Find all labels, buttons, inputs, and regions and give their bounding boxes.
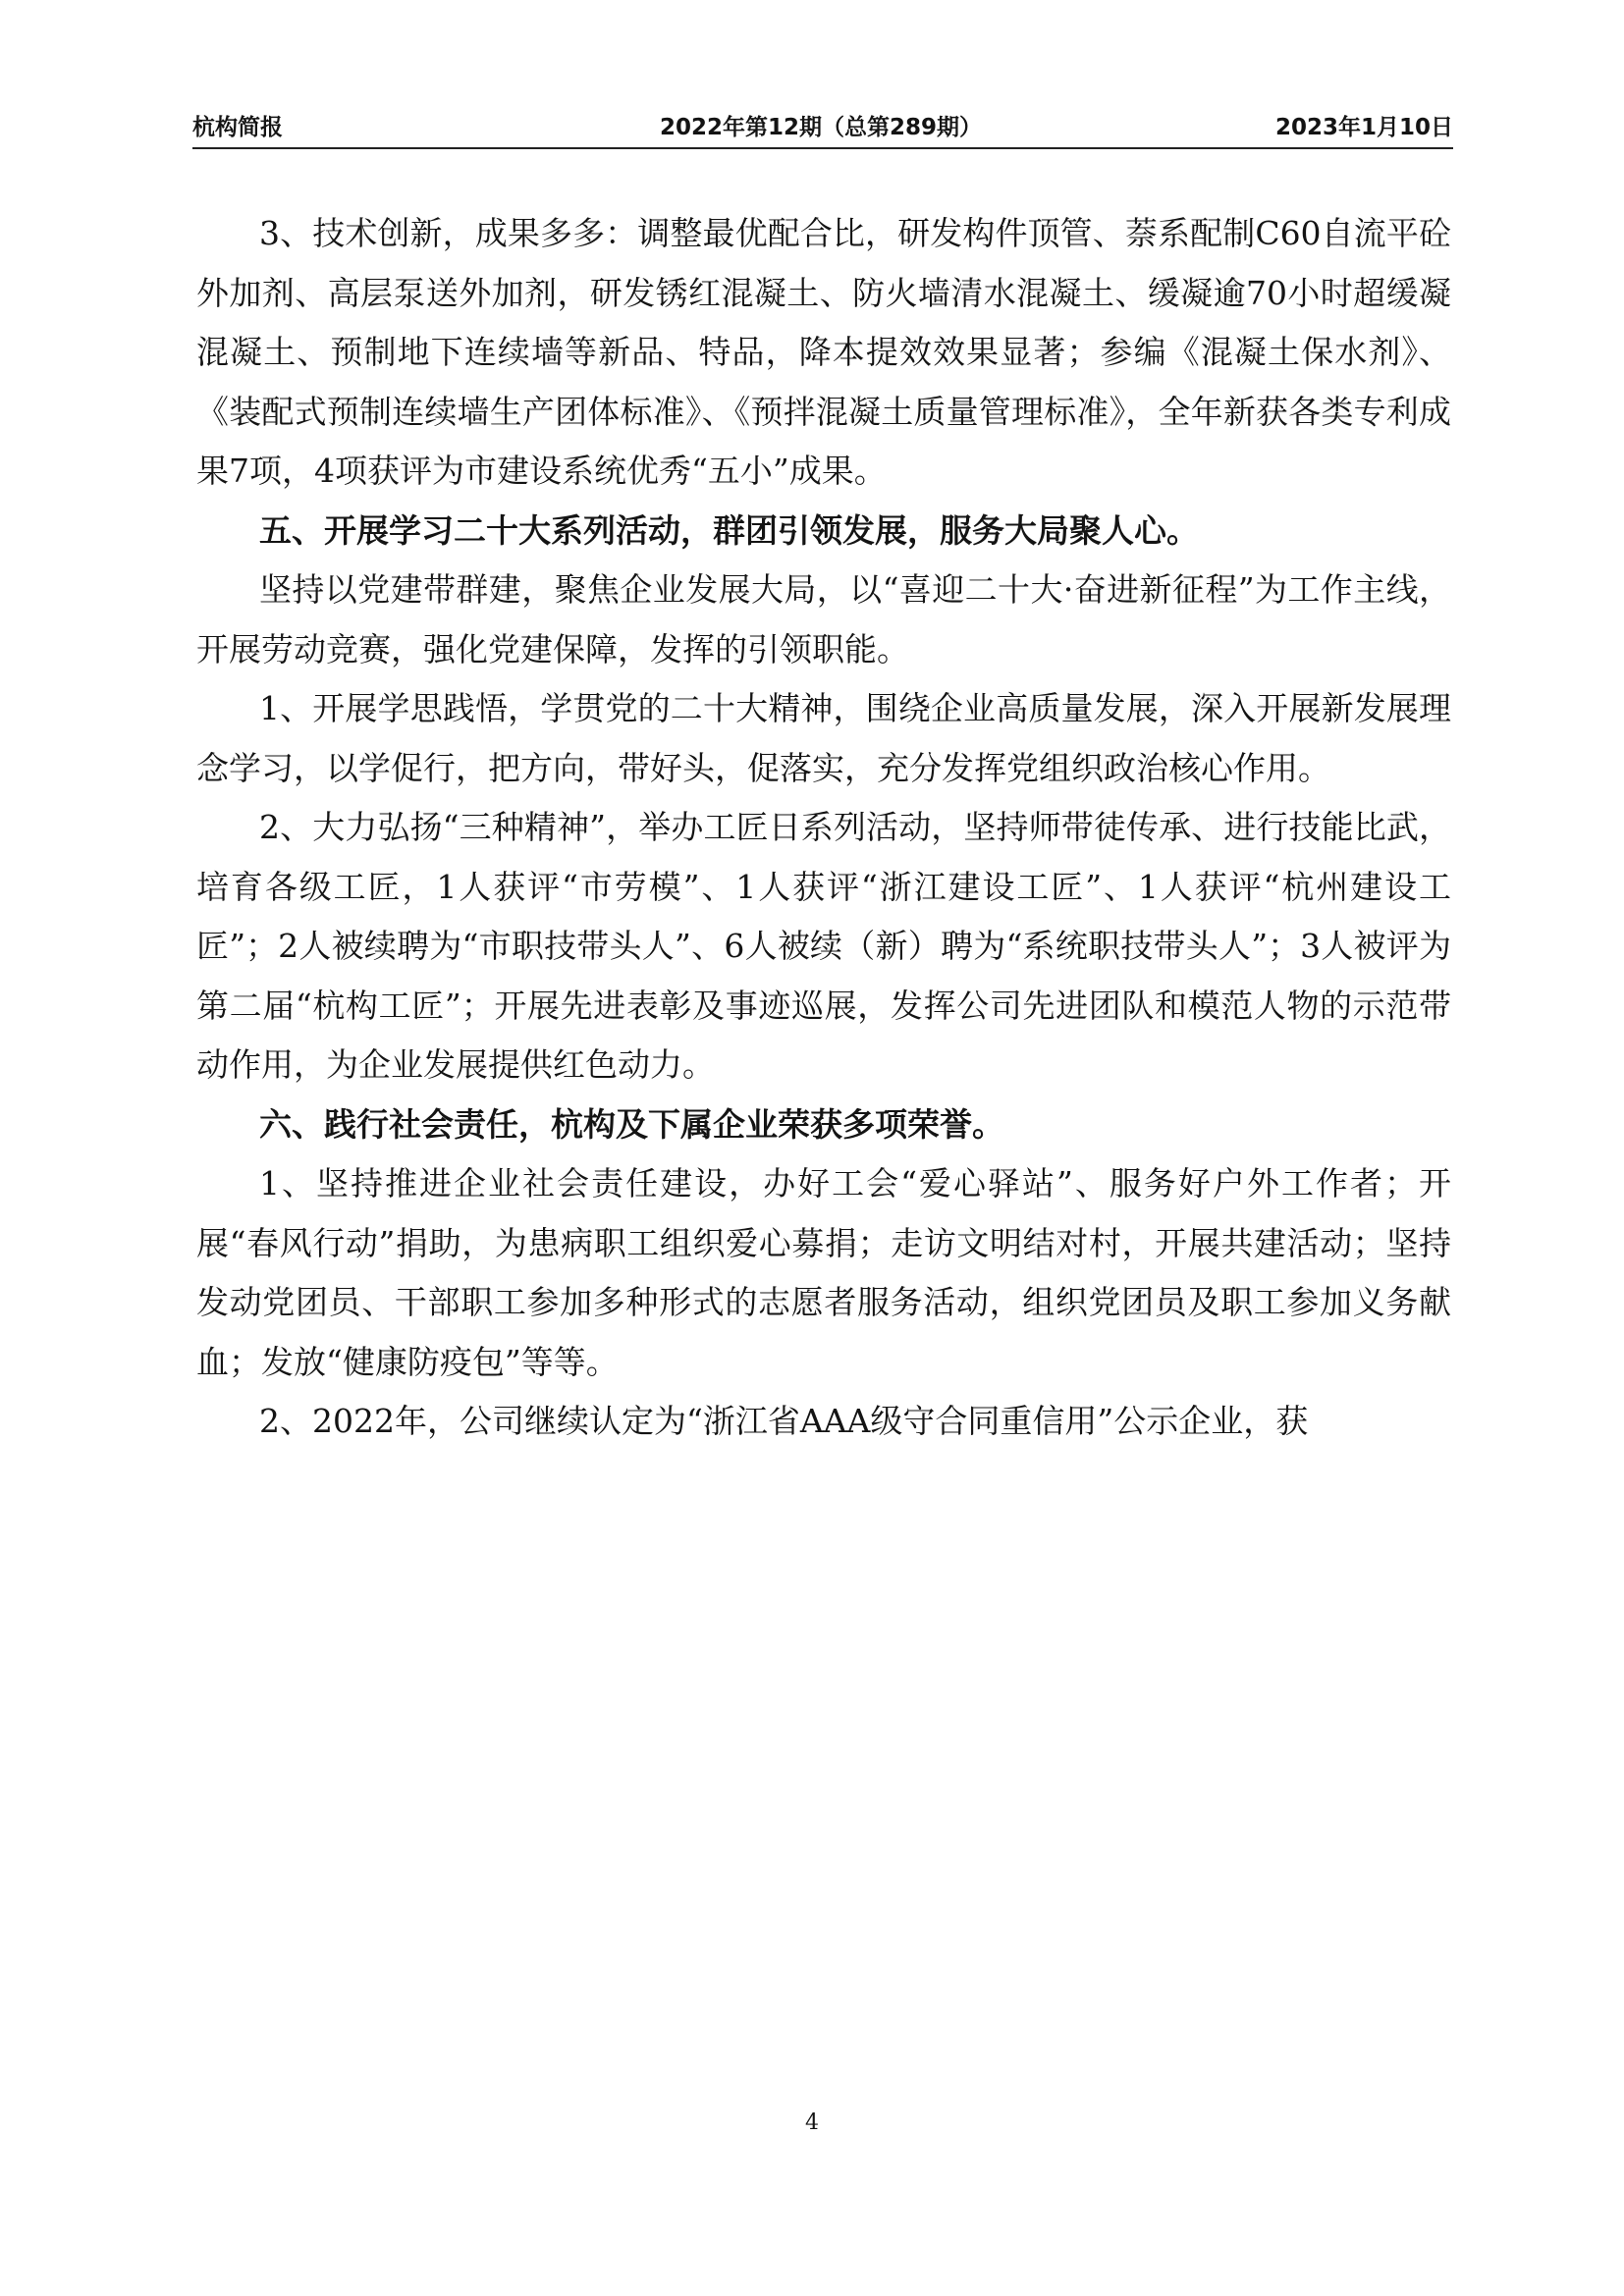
page-number: 4 [805,2110,819,2135]
header-rule [192,147,1453,149]
paragraph: 1、开展学思践悟，学贯党的二十大精神，围绕企业高质量发展，深入开展新发展理念学习，以学促行，把方向，带好头，促落实，充分发挥党组织政治核心作用。 [196,689,1451,787]
paragraph: 1、坚持推进企业社会责任建设，办好工会“爱心驿站”、服务好户外工作者；开展“春风行动”捐助，为患病职工组织爱心募捐；走访文明结对村，开展共建活动；坚持发动党团员、干部职工参加多种形式的志愿者服务活动，组织党团员及职工参加义务献血；发放“健康防疫包”等等。 [196,1164,1451,1381]
paragraph: 2、2022年，公司继续认定为“浙江省AAA级守合同重信用”公示企业，获 [259,1402,1309,1440]
paragraph: 3、技术创新，成果多多：调整最优配合比，研发构件顶管、萘系配制C60自流平砼外加剂、高层泵送外加剂，研发锈红混凝土、防火墙清水混凝土、缓凝逾70小时超缓凝混凝土、预制地下连续墙等新品、特品，降本提效效果显著；参编《混凝土保水剂》、《装配式预制连续墙生产团体标准》、《预拌混凝土质量管理标准》，全年新获各类专利成果7项，4项获评为市建设系统优秀“五小”成果。 [196,214,1451,490]
paragraph: 2、大力弘扬“三种精神”，举办工匠日系列活动，坚持师带徒传承、进行技能比武，培育各级工匠，1人获评“市劳模”、1人获评“浙江建设工匠”、1人获评“杭州建设工匠”；2人被续聘为“市职技带头人”、6人被续（新）聘为“系统职技带头人”；3人被评为第二届“杭构工匠”；开展先进表彰及事迹巡展，发挥公司先进团队和模范人物的示范带动作用，为企业发展提供红色动力。 [196,808,1451,1084]
section-heading: 六、践行社会责任，杭构及下属企业荣获多项荣誉。 [259,1104,1004,1144]
header-date: 2023年1月10日 [1274,115,1453,140]
page-header [192,110,1453,145]
document-body [196,204,1451,1452]
paragraph: 坚持以党建带群建，聚焦企业发展大局，以“喜迎二十大·奋进新征程”为工作主线，开展劳动竞赛，强化党建保障，发挥的引领职能。 [196,570,1451,668]
section-heading: 五、开展学习二十大系列活动，群团引领发展，服务大局聚人心。 [259,510,1199,550]
header-publication-name: 杭构简报 [192,115,283,140]
header-issue-number: 2022年第12期（总第289期） [659,115,983,140]
